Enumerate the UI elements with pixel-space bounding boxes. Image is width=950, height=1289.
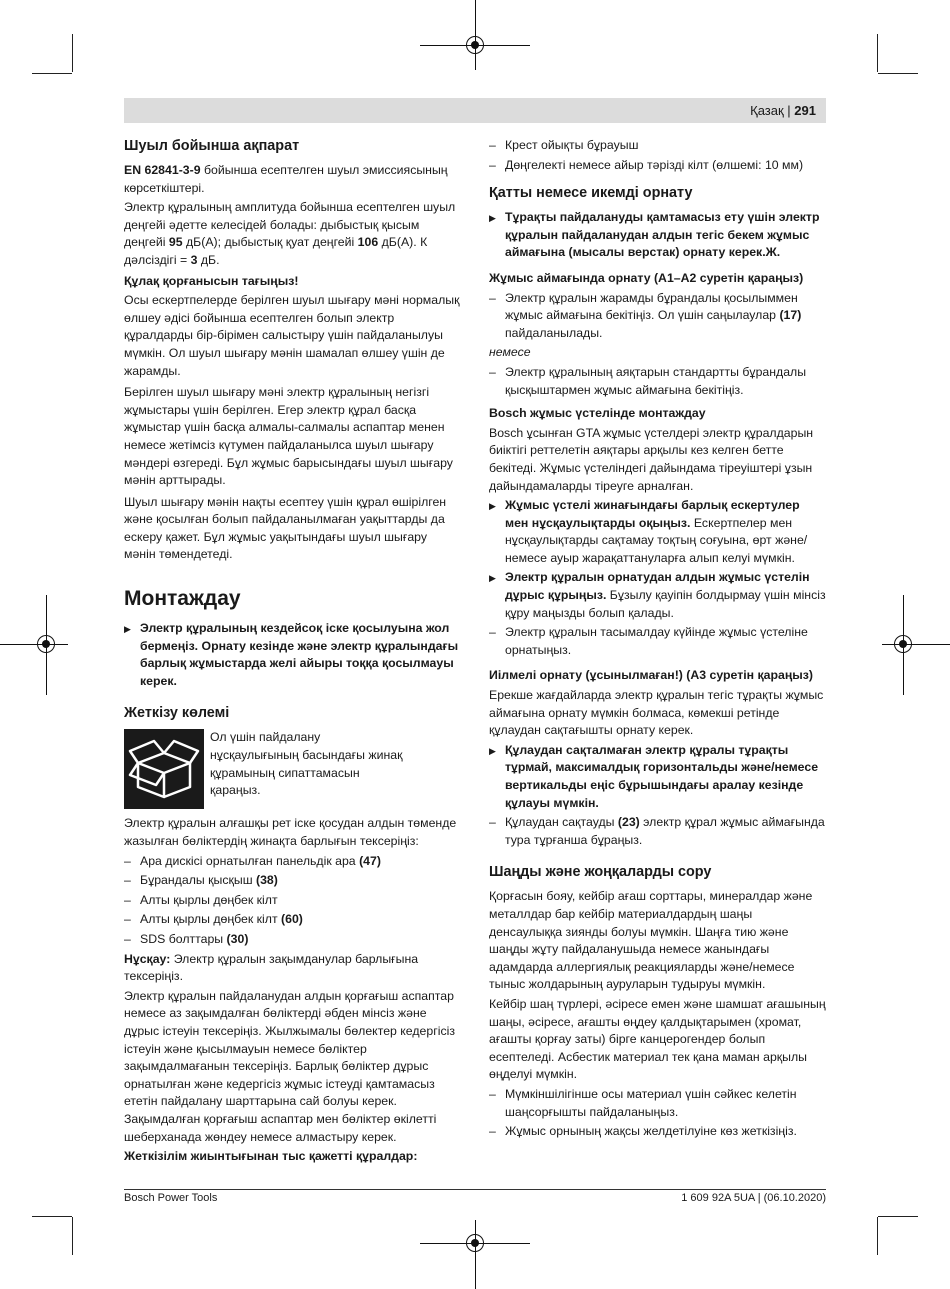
section-heading-dust: Шаңды және жоңқаларды сору (489, 864, 712, 881)
paragraph: Берілген шуыл шығару мәні электр құралының негізгі жұмыстары үшін берілген. Егер электр құрал басқа жұмыстар үшін басқа алмалы-салмалы аспаптар менен немесе жетімсіз күтумен пайдаланылса шуыл шығару мәндері өзгереді. Бұл жұмыс барысындағы шуыл шығару мәнін арттырады. (124, 385, 453, 488)
footer-brand: Bosch Power Tools (124, 1192, 218, 1204)
crop-mark (878, 1216, 918, 1217)
warning-item: ▶ Тұрақты пайдалануды қамтамасыз ету үшін электр құралын пайдаланудан алдын тегіс бекем жұмыс аймағына (мысалы верстак) орнату керек.Ж. (489, 209, 826, 262)
footer-doc-id: 1 609 92A 5UA | (06.10.2020) (681, 1192, 826, 1204)
list-item: – Электр құралын жарамды бұрандалы қосылыммен жұмыс аймағына бекітіңіз. Ол үшін саңылаулар (17) пайдаланылады. (489, 290, 826, 343)
list-item: – Ара дискісі орнатылған панельдік ара (47) (124, 853, 460, 871)
header-language: Қазақ (750, 103, 784, 118)
header-label: Қазақ | 291 (750, 103, 816, 118)
section-heading-delivery: Жеткізу көлемі (124, 705, 230, 722)
crop-mark (878, 73, 918, 74)
page-number: 291 (794, 103, 816, 118)
delivery-icon-text: Ол үшін пайдалану нұсқаулығының басындағы жинақ құрамының сипаттамасын қараңыз. (210, 730, 403, 798)
list-item: – Крест ойықты бұрауыш (489, 137, 826, 155)
list-item: – Алты қырлы дөңбек кілт (124, 892, 460, 910)
registration-line (475, 0, 476, 70)
warning-item: ▶ Электр құралының кездейсоқ іске қосылуына жол бермеңіз. Орнату кезінде және электр құралындағы барлық жұмыстарда желі айыры тоққа қосылмауы керек. (124, 620, 460, 690)
paragraph: Электр құралын пайдаланудан алдын қорғағыш аспаптар немесе аз зақымдалған бөліктерді әбден мінсіз және дұрыс істеуін тексеріңіз. Жылжымалы бөлектер кедергісіз істеуін және қысылмауын немесе бөліктер зақымдалмағанын тексеріңіз. Барлық бөліктер дұрыс орнатылған және кедергісіз жұмыс істеуді қамтамасыз ететін пайдалану шарттарына сай болуы керек. Зақымдалған қорғағыш аспаптар мен бөліктер өкілетті шеберханада жөндеу немесе алмастыру керек. (124, 988, 455, 1144)
crop-mark (32, 73, 72, 74)
list-item: – Электр құралын тасымалдау күйінде жұмыс үстеліне орнатыңыз. (489, 624, 826, 659)
paragraph: EN 62841-3-9 бойынша есептелген шуыл эмиссиясының көрсеткіштері. (124, 163, 448, 195)
list-item: – Дөңгелекті немесе айыр тәрізді кілт (өлшемі: 10 мм) (489, 157, 826, 175)
note-paragraph: Нұсқау: Электр құралын зақымданулар барлығына тексеріңіз. (124, 951, 419, 984)
paragraph: Қорғасын бояу, кейбір ағаш сорттары, минералдар және металлдар бар кейбір материалдардың шаңы денсаулыққа зиянды болуы мүмкін. Шаңға тию және шаңды жұту пайдаланушыда немесе жанындағы адамдарда аллергиялық реакцияларды және/немесе тыныс жолдарының ауруларын тудыруы мүмкін. (489, 889, 813, 992)
section-heading-noise: Шуыл бойынша ақпарат (124, 138, 300, 154)
paragraph: Bosch ұсынған GTA жұмыс үстелдері электр құралдарын биіктігі реттелетін аяқтары арқылы кез келген бетте бекітеді. Жұмыс үстеліндегі дайындама тіреуіштері ұзын дайындамаларды тіреуге арналған. (489, 425, 814, 493)
crop-mark (72, 1217, 73, 1255)
tools-heading: Жеткізілім жиынтығынан тыс қажетті құралдар: (124, 1149, 418, 1164)
list-item: – SDS болттары (30) (124, 931, 460, 949)
crop-mark (877, 34, 878, 72)
paragraph: Электр құралының амплитуда бойынша есептелген шуыл деңгейі әдетте келесідей болады: дыбыстық қысым деңгейі 95 дБ(A); дыбыстық қуат деңгейі 106 дБ(A). К дәлсіздігі = 3 дБ. (124, 200, 456, 267)
footer-rule (124, 1189, 826, 1190)
crop-mark (877, 1217, 878, 1255)
registration-mark-icon (466, 1234, 484, 1252)
package-box-icon (124, 729, 204, 809)
crop-mark (32, 1216, 72, 1217)
registration-line (0, 644, 68, 645)
warning-item: ▶ Құлаудан сақталмаған электр құралы тұрақты тұрмай, максималдық горизонтальды және/немесе вертикальды еңіс бұрышындағы аралау кезінде құлауы мүмкін. (489, 742, 826, 812)
subheading-work-area: Жұмыс аймағында орнату (A1–A2 суретін қараңыз) (489, 270, 804, 285)
list-item: – Құлаудан сақтауды (23) электр құрал жұмыс аймағында тура тұрғанша бұраңыз. (489, 814, 826, 849)
subheading-flexible: Иілмелі орнату (ұсынылмаған!) (A3 суретін қараңыз) (489, 668, 814, 683)
paragraph: Осы ескертпелерде берілген шуыл шығару мәні нормалық өлшеу әдісі бойынша есептелген болып электр құралдарды бір-бірімен салыстыру үшін пайдаланылуы мүмкін. Ол шуыл шығару мәнін шамалап өлшеу үшін де жарамды. (124, 293, 460, 378)
subheading-ear-protection: Құлақ қорғанысын тағыңыз! (124, 273, 299, 288)
registration-mark-icon (466, 36, 484, 54)
section-heading-fixed: Қатты немесе икемді орнату (489, 185, 693, 202)
right-column (489, 137, 826, 1143)
list-item: – Электр құралының аяқтарын стандартты бұрандалы қысқыштармен жұмыс аймағына бекітіңіз. (489, 364, 826, 399)
paragraph: Шуыл шығару мәнін нақты есептеу үшін құрал өшірілген және қосылған болып пайдаланылмаған уақыттарды да ескеру қажет. Бұл жұмыс уақытындағы шуыл шығару мәнін төмендетеді. (124, 494, 447, 562)
paragraph: Электр құралын алғашқы рет іске қосудан алдын төменде жазылған бөліктердің жинақта барлығын тексеріңіз: (124, 816, 457, 849)
delivery-info (124, 729, 460, 815)
left-column (124, 137, 460, 1168)
paragraph: Ерекше жағдайларда электр құралын тегіс тұрақты жұмыс аймағына орнату мүмкін болмаса, көмекші ретінде құлаудан сақтағышты орнату керек. (489, 688, 824, 738)
section-heading-montage: Монтаждау (124, 587, 241, 611)
paragraph: Кейбір шаң түрлері, әсіресе емен және шамшат ағашының шаңы, әсіресе, ағашты өңдеу қалдықтарымен (хромат, ағашты қорғау заты) бірге канцерогендер болып есептеледі. Асбестик материал тек қана маман арқылы өңделуі мүмкін. (489, 996, 826, 1082)
list-item: – Алты қырлы дөңбек кілт (60) (124, 911, 460, 929)
registration-mark-icon (37, 635, 55, 653)
registration-mark-icon (894, 635, 912, 653)
page-header (124, 98, 826, 123)
registration-line (882, 644, 950, 645)
list-item: – Бұрандалы қысқыш (38) (124, 872, 460, 890)
list-item: – Жұмыс орнының жақсы желдетілуіне көз жеткізіңіз. (489, 1123, 826, 1141)
subheading-bosch-table: Bosch жұмыс үстелінде монтаждау (489, 406, 706, 421)
registration-line (475, 1220, 476, 1289)
or-text: немесе (489, 345, 531, 360)
crop-mark (72, 34, 73, 72)
warning-item: ▶ Электр құралын орнатудан алдын жұмыс үстелін дұрыс құрыңыз. Бұзылу қауіпін болдырмау үшін мінсіз құру маңызды болып қалады. (489, 569, 826, 622)
warning-item: ▶ Жұмыс үстелі жинағындағы барлық ескертулер мен нұсқаулықтарды оқыңыз. Ескертпелер мен нұсқаулықтарды сақтамау тоқтың соғуына, өрт және/немесе ауыр жарақаттануларға алып келуі мүмкін. (489, 497, 826, 567)
list-item: – Мүмкіншілігінше осы материал үшін сәйкес келетін шаңсорғышты пайдаланыңыз. (489, 1086, 826, 1121)
